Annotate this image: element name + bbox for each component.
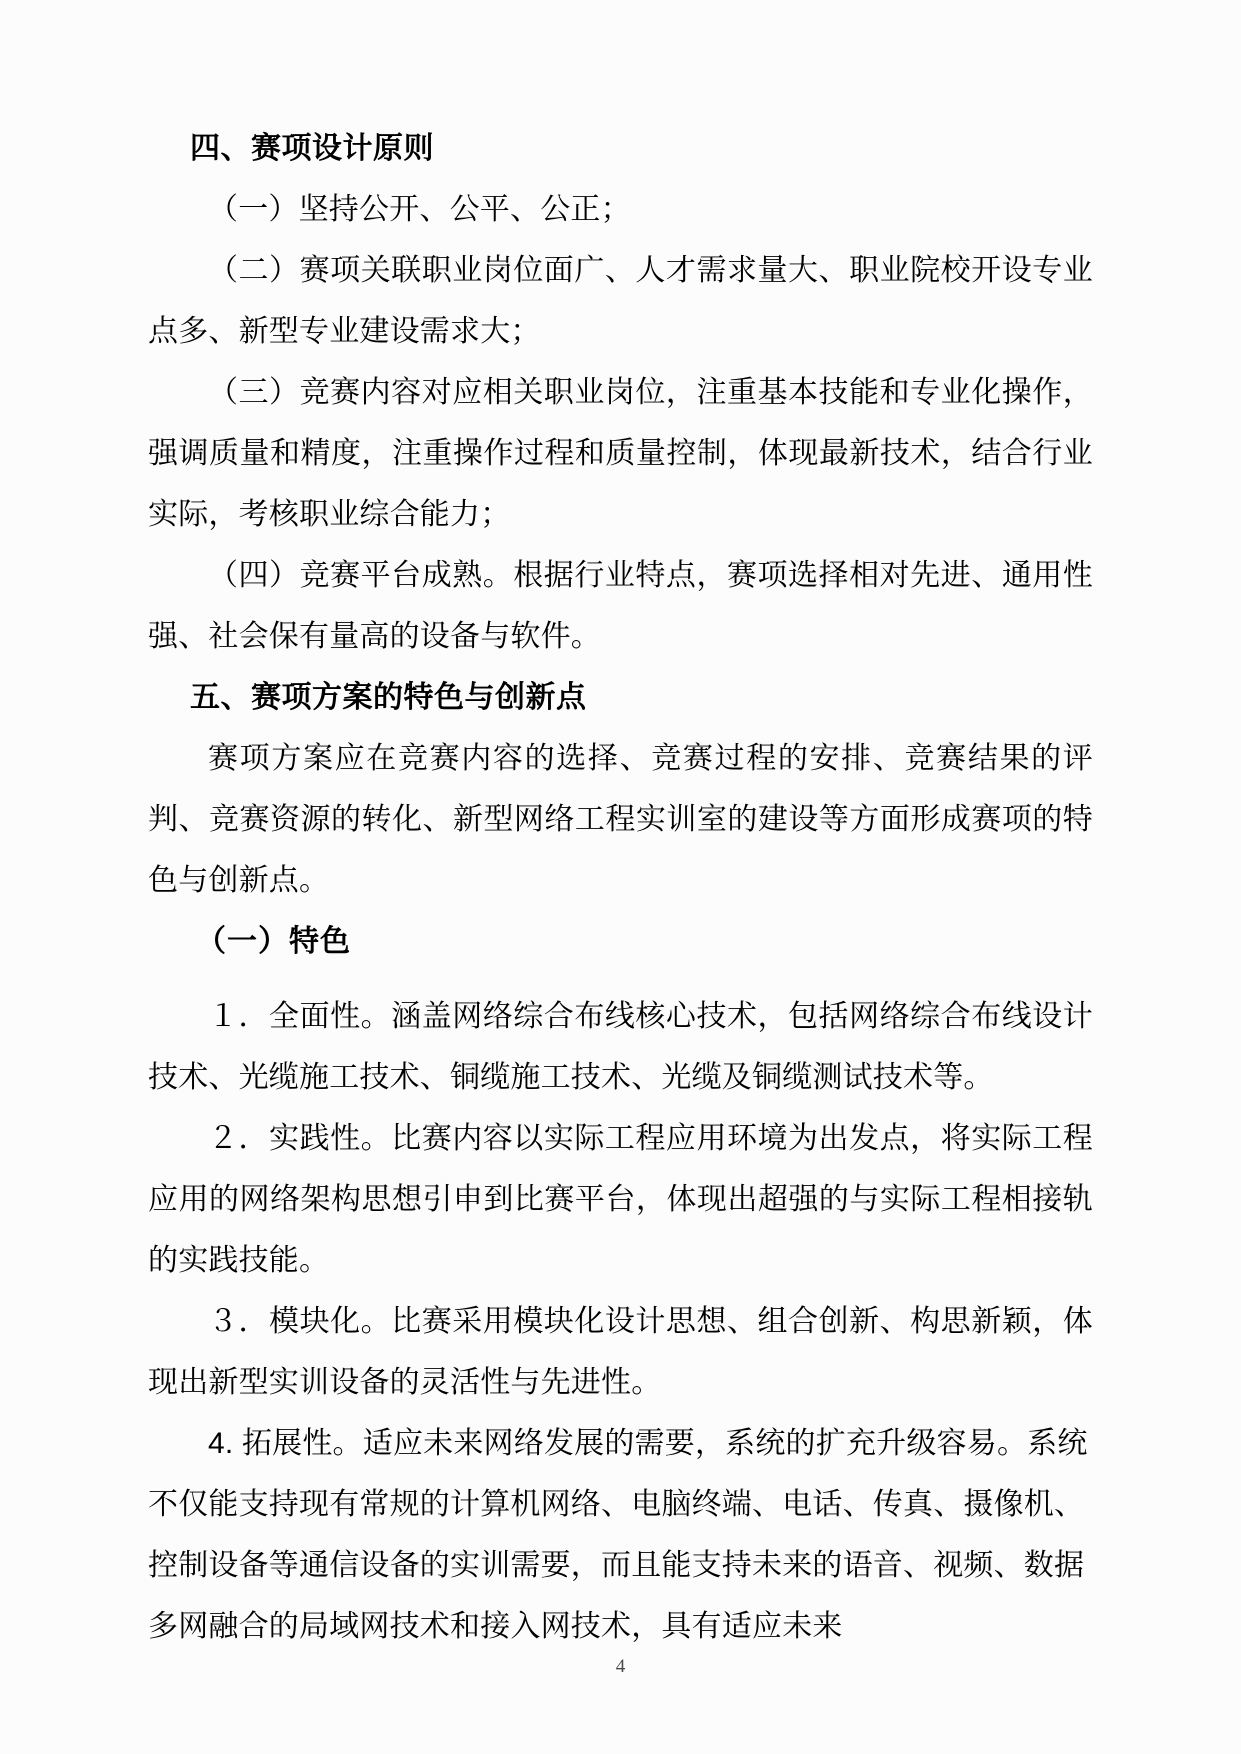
page-number: 4 (615, 1656, 626, 1677)
page-content (148, 118, 1093, 1657)
paragraph-section-five-intro: 赛项方案应在竞赛内容的选择、竞赛过程的安排、竞赛结果的评判、竞赛资源的转化、新型网络工程实训室的建设等方面形成赛项的特色与创新点。 (148, 742, 1093, 897)
paragraph-feature-three: ３．模块化。比赛采用模块化设计思想、组合创新、构思新颖，体现出新型实训设备的灵活性与先进性。 (148, 1305, 1093, 1399)
subsection-heading-features: （一）特色 (196, 925, 351, 958)
spacer (148, 972, 1093, 986)
paragraph-feature-four: 4. 拓展性。适应未来网络发展的需要，系统的扩充升级容易。系统不仅能支持现有常规的计算机网络、电脑终端、电话、传真、摄像机、控制设备等通信设备的实训需要，而且能支持未来的语音、视频、数据多网融合的局域网技术和接入网技术，具有适应未来 (148, 1427, 1088, 1643)
paragraph-principle-four: （四）竞赛平台成熟。根据行业特点，赛项选择相对先进、通用性强、社会保有量高的设备与软件。 (148, 559, 1093, 653)
paragraph-principle-one: （一）坚持公开、公平、公正； (208, 193, 631, 226)
section-heading-five: 五、赛项方案的特色与创新点 (190, 681, 587, 714)
paragraph-principle-three: （三）竞赛内容对应相关职业岗位，注重基本技能和专业化操作，强调质量和精度，注重操作过程和质量控制，体现最新技术，结合行业实际，考核职业综合能力； (148, 376, 1093, 531)
paragraph-feature-two: ２．实践性。比赛内容以实际工程应用环境为出发点，将实际工程应用的网络架构思想引申到比赛平台，体现出超强的与实际工程相接轨的实践技能。 (148, 1122, 1093, 1277)
paragraph-principle-two: （二）赛项关联职业岗位面广、人才需求量大、职业院校开设专业点多、新型专业建设需求大； (148, 254, 1093, 348)
section-heading-four: 四、赛项设计原则 (190, 132, 434, 165)
paragraph-feature-one: １．全面性。涵盖网络综合布线核心技术，包括网络综合布线设计技术、光缆施工技术、铜缆施工技术、光缆及铜缆测试技术等。 (148, 1000, 1093, 1094)
